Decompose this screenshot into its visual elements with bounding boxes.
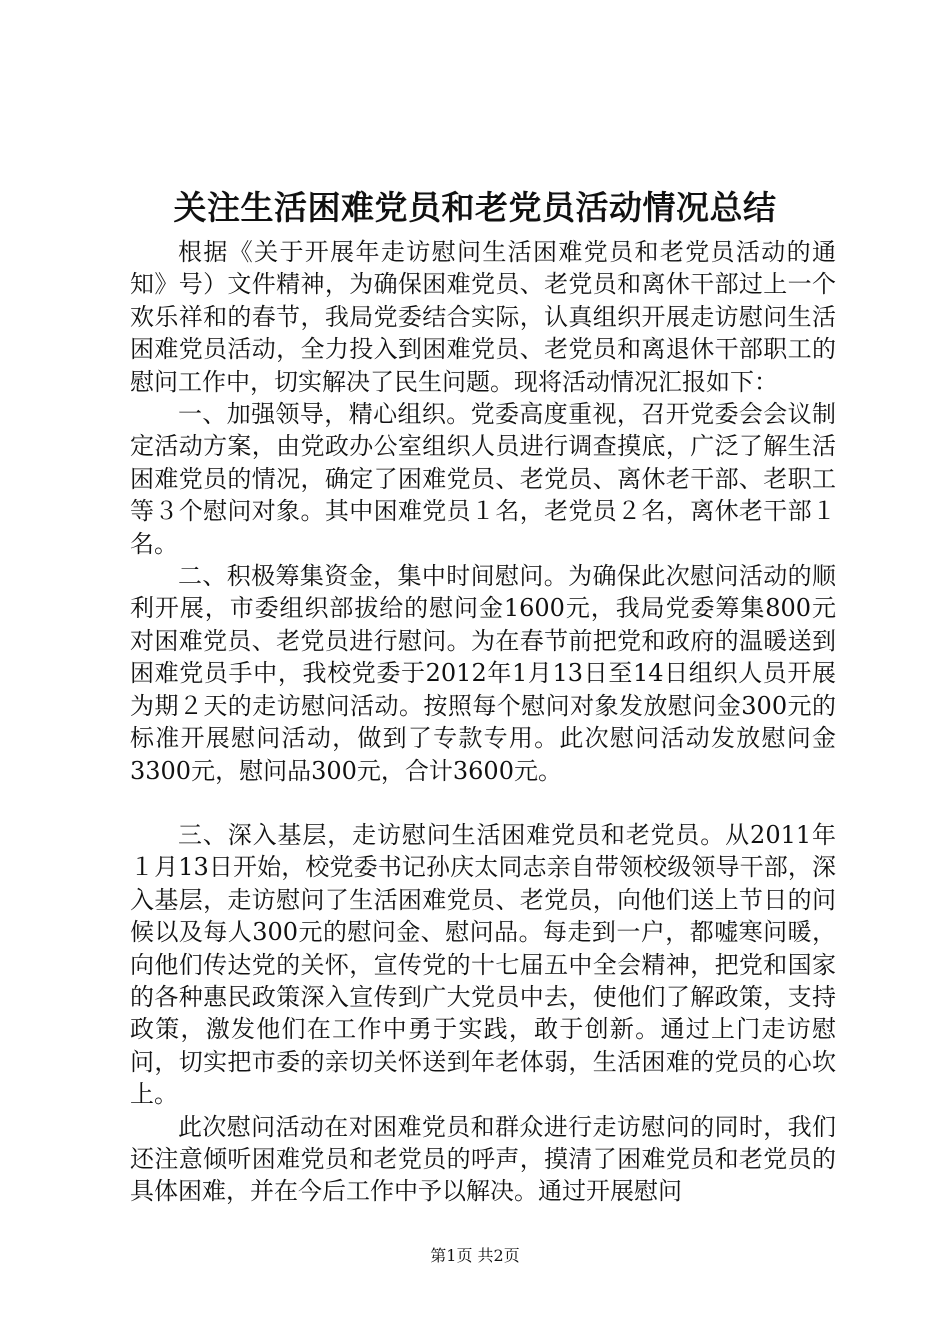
paragraph-intro: 根据《关于开展年走访慰问生活困难党员和老党员活动的通知》号）文件精神，为确保困难党员、老党员和离休干部过上一个欢乐祥和的春节，我局党委结合实际，认真组织开展走访慰问生活困难党员活动，全力投入到困难党员、老党员和离退休干部职工的慰问工作中，切实解决了民生问题。现将活动情况汇报如下： [130,238,836,396]
paragraph-section-3: 三、深入基层，走访慰问生活困难党员和老党员。从2011年１月13日开始，校党委书记孙庆太同志亲自带领校级领导干部，深入基层，走访慰问了生活困难党员、老党员，向他们送上节日的问候以及每人300元的慰问金、慰问品。每走到一户，都嘘寒问暖，向他们传达党的关怀，宣传党的十七届五中全会精神，把党和国家的各种惠民政策深入宣传到广大党员中去，使他们了解政策，支持政策，激发他们在工作中勇于实践，敢于创新。通过上门走访慰问，切实把市委的亲切关怀送到年老体弱，生活困难的党员的心坎上。 [130,820,836,1109]
paragraph-closing: 此次慰问活动在对困难党员和群众进行走访慰问的同时，我们还注意倾听困难党员和老党员的呼声，摸清了困难党员和老党员的具体困难，并在今后工作中予以解决。通过开展慰问 [130,1112,836,1206]
paragraph-section-1: 一、加强领导，精心组织。党委高度重视，召开党委会会议制定活动方案，由党政办公室组织人员进行调查摸底，广泛了解生活困难党员的情况，确定了困难党员、老党员、离休老干部、老职工等３个慰问对象。其中困难党员１名，老党员２名，离休老干部１名。 [130,400,836,558]
document-title: 关注生活困难党员和老党员活动情况总结 [173,188,777,227]
page-number: 第1页 共2页 [430,1246,520,1265]
paragraph-section-2: 二、积极筹集资金，集中时间慰问。为确保此次慰问活动的顺利开展，市委组织部拔给的慰问金1600元，我局党委筹集800元对困难党员、老党员进行慰问。为在春节前把党和政府的温暖送到困难党员手中，我校党委于2012年1月13日至14日组织人员开展为期２天的走访慰问活动。按照每个慰问对象发放慰问金300元的标准开展慰问活动，做到了专款专用。此次慰问活动发放慰问金3300元，慰问品300元，合计3600元。 [130,562,836,785]
document-body [130,236,836,1208]
